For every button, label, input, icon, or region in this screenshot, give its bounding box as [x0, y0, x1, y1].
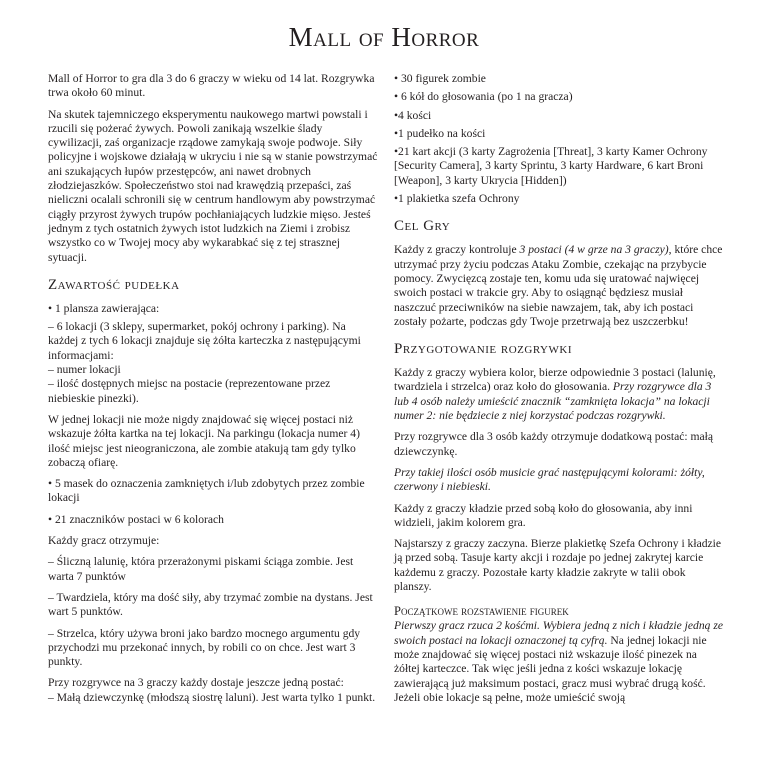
contents-item: – Śliczną lalunię, która przerażonymi piskami ściąga zombie. Jest warta 7 punktów [48, 555, 354, 583]
contents-item: – 6 lokacji (3 sklepy, supermarket, pokój ochrony i parking). Na każdej z tych 6 lokacji znajduje się żółta karteczka z następującymi informacjami: [48, 320, 361, 362]
setup-paragraph-italic [394, 466, 724, 495]
goal-heading: Cel Gry [394, 218, 451, 235]
goal-text-italic: 3 postaci (4 w grze na 3 graczy) [519, 243, 669, 257]
setup-paragraph: Najstarszy z graczy zaczyna. Bierze plakietkę Szefa Ochrony i kładzie ją przed sobą. Tasuje karty akcji i rozdaje po jednej zakrytej karcie każdemu z graczy. Pozostałe karty kładzie zakryte w talii obok planszy. [394, 537, 722, 594]
right-column [394, 72, 724, 712]
contents-item: •1 pudełko na kości [394, 126, 486, 140]
placement-text-italic: Pierwszy gracz rzuca 2 kośćmi. Wybiera jedną z nich i kładzie jedną ze swoich postaci na lokacji oznaczonej tą cyfrą. [394, 619, 723, 647]
placement-text: Na jednej lokacji nie może znajdować się więcej postaci niż wskazuje ilość pinezek na żółtej karteczce. Tak więc jeśli jedna z kości wskazuje lokację zawierającą już maksimum postaci, gracz musi wybrać drugą kość. Jeżeli obie lokacje są pełne, może umieścić swoją [394, 633, 707, 704]
contents-item: • 21 znaczników postaci w 6 kolorach [48, 512, 224, 526]
placement-heading: Początkowe rozstawienie figurek [394, 604, 569, 619]
setup-paragraph [394, 366, 724, 423]
goal-text-end: , które chce utrzymać przy życiu podczas Ataku Zombie, czekając na przybycie pomocy. Zwycięzcą zostaje ten, komu uda się uratować najwięcej swoich postaci w trakcie gry. Aby to osiągnąć będziesz musiał naszczuć przeciwników na siebie nawzajem, tak, aby ich postaci zostały pożarte, podczas gdy Twoje przetrwają bez uszczerbku! [394, 243, 723, 328]
contents-item: – Strzelca, który używa broni jako bardzo mocnego argumentu gdy przychodzi mu przekonać innych, by robili co on chce. Jest wart 3 punkty. [48, 626, 361, 669]
placement-paragraph [394, 619, 724, 705]
contents-item: • 6 kół do głosowania (po 1 na gracza) [394, 90, 573, 104]
contents-item: • 30 figurek zombie [394, 72, 486, 85]
contents-item: W jednej lokacji nie może nigdy znajdować się więcej postaci niż wskazuje żółta kartka na tej lokacji. Na parkingu (lokacja numer 4) ilość miejsc jest nieograniczona, ale zombie atakują tam gdy tylko zobaczą ofiarę. [48, 412, 360, 469]
contents-item: • 5 masek do oznaczenia zamkniętych i/lub zdobytych przez zombie lokacji [48, 477, 365, 505]
goal-paragraph [394, 243, 724, 329]
setup-paragraph: Każdy z graczy kładzie przed sobą koło do głosowania, aby inni widzieli, jakim kolorem gra. [394, 501, 693, 529]
contents-heading: Zawartość pudełka [48, 276, 180, 293]
contents-item: •1 plakietka szefa Ochrony [394, 192, 520, 206]
contents-item: Przy rozgrywce na 3 graczy każdy dostaje jeszcze jedną postać: [48, 676, 344, 690]
contents-item: – Twardziela, który ma dość siły, aby trzymać zombie na dystans. Jest wart 5 punktów. [48, 590, 373, 619]
contents-item: – ilość dostępnych miejsc na postacie (reprezentowane przez niebieskie pinezki). [48, 377, 331, 405]
story-paragraph: Na skutek tajemniczego eksperymentu naukowego martwi powstali i rzucili się pożerać żywych. Powoli zanikają wszelkie ślady cywilizacji, zaś organizacje rządowe zamykają swoje podwoje. Siły policyjne i wojskowe działają w ukryciu i nie są w stanie powstrzymać ani szukających łupów przestępców, ani nawet drobnych złodziejaszków. Społeczeństwo stoi nad krawędzią przepaści, zaś nieliczni ocalali schronili się w centrum handlowym aby powstrzymać ciągły przyrost żywych trupów pochłaniających ludzkie mięso. Jesteś jednym z tych ostatnich żywych istot ludzkich na Ziemi i zrobisz wszystko co w Twojej mocy aby wykarabkać się z tej strasznej sytuacji. [48, 107, 378, 264]
goal-text-start: Każdy z graczy kontroluje [394, 243, 520, 257]
setup-text-italic: Przy rozgrywce dla 3 lub 4 osób należy umieścić znacznik “zamknięta lokacja” na lokacji numer 2: nie będziecie z niej korzystać podczas rozgrywki. [394, 380, 712, 423]
setup-text-italic: Przy takiej ilości osób musicie grać następującymi kolorami: żółty, czerwony i niebieski. [394, 465, 705, 494]
setup-paragraph: Przy rozgrywce dla 3 osób każdy otrzymuje dodatkową postać: małą dziewczynkę. [394, 430, 714, 458]
page-title: Mall of Horror [288, 22, 480, 52]
contents-item: • 1 plansza zawierająca: [48, 301, 160, 315]
left-column [48, 72, 378, 712]
contents-item: Każdy gracz otrzymuje: [48, 534, 160, 548]
contents-item: •21 kart akcji (3 karty Zagrożenia [Threat], 3 karty Kamer Ochrony [Security Camera], 3 karty Sprintu, 3 karty Hardware, 6 kart Broni [Weapon], 3 karty Ukrycia [Hidden]) [394, 145, 708, 187]
contents-item: – Małą dziewczynkę (młodszą siostrę laluni). Jest warta tylko 1 punkt. [48, 690, 376, 704]
contents-item: – numer lokacji [48, 363, 121, 377]
intro-paragraph: Mall of Horror to gra dla 3 do 6 graczy w wieku od 14 lat. Rozgrywka trwa około 60 minut. [48, 72, 375, 100]
contents-item: •4 kości [394, 108, 432, 122]
setup-heading: Przygotowanie rozgrywki [394, 341, 572, 358]
setup-text: Każdy z graczy wybiera kolor, bierze odpowiednie 3 postaci (lalunię, twardziela i strzelca) oraz koło do głosowania. [394, 366, 716, 394]
